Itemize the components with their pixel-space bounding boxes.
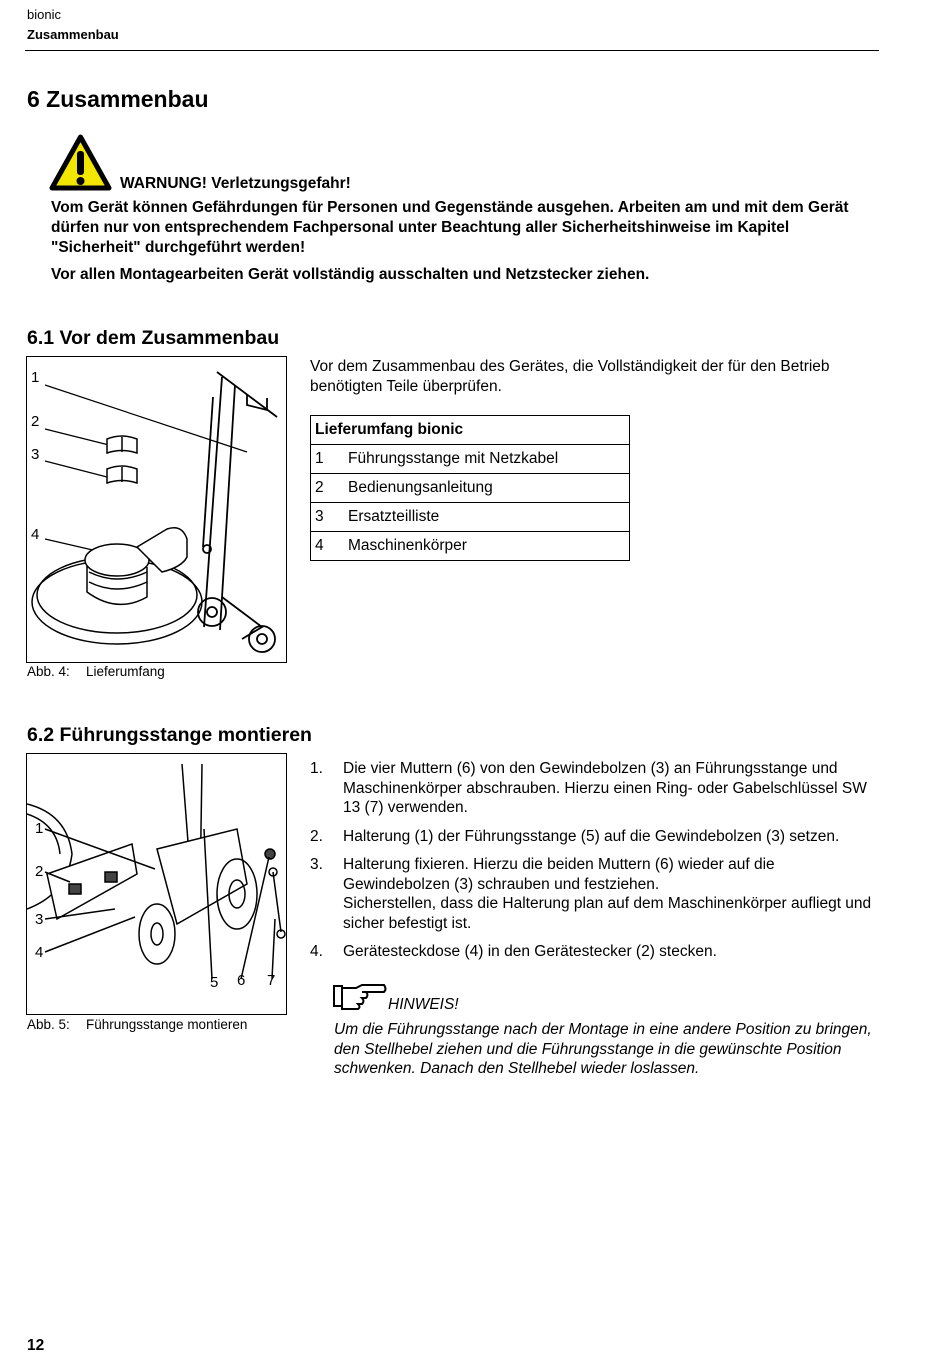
list-item bbox=[310, 942, 885, 962]
callout-1: 1 bbox=[31, 369, 40, 386]
page-number: 12 bbox=[27, 1337, 45, 1354]
header-section: Zusammenbau bbox=[27, 27, 119, 42]
assembly-steps bbox=[310, 759, 885, 971]
callout-3: 3 bbox=[35, 911, 44, 928]
caption-label: Abb. 5: bbox=[27, 1017, 70, 1032]
callout-4: 4 bbox=[31, 526, 40, 543]
callout-6: 6 bbox=[237, 972, 246, 989]
caption-label: Abb. 4: bbox=[27, 664, 70, 679]
mount-handle-illustration bbox=[27, 754, 286, 1014]
step-number: 2. bbox=[310, 827, 323, 845]
table-row bbox=[311, 532, 630, 561]
step-text: Halterung (1) der Führungsstange (5) auf die Gewindebolzen (3) setzen. bbox=[343, 827, 840, 845]
table-header: Lieferumfang bionic bbox=[311, 416, 630, 445]
row-number: 1 bbox=[315, 450, 324, 467]
pointing-hand-icon bbox=[333, 982, 388, 1010]
list-item bbox=[310, 855, 885, 933]
callout-2: 2 bbox=[31, 413, 40, 430]
table-row bbox=[311, 445, 630, 474]
row-text: Ersatzteilliste bbox=[348, 508, 440, 525]
row-text: Maschinenkörper bbox=[348, 537, 467, 554]
warning-triangle-icon bbox=[49, 134, 112, 192]
figure-mount-handle bbox=[26, 753, 287, 1015]
step-text: Gerätesteckdose (4) in den Gerätestecker (2) stecken. bbox=[343, 943, 717, 960]
figure-4-caption bbox=[27, 664, 165, 679]
warning-body: Vom Gerät können Gefährdungen für Personen und Gegenstände ausgehen. Arbeiten am und mit dem Gerät dürfen nur von entsprechendem Fachpersonal unter Beachtung aller Sicherheitshinweise im Kapitel "Sicherheit" durchgeführt werden! bbox=[51, 199, 849, 256]
section-1-title: 6.1 Vor dem Zusammenbau bbox=[27, 327, 280, 349]
step-number: 4. bbox=[310, 943, 323, 960]
header-product: bionic bbox=[27, 7, 61, 22]
callout-5: 5 bbox=[210, 974, 219, 991]
chapter-title: 6 Zusammenbau bbox=[27, 86, 209, 112]
callout-3: 3 bbox=[31, 446, 40, 463]
step-text: Sicherstellen, dass die Halterung plan auf dem Maschinenkörper aufliegt und sicher befestigt ist. bbox=[343, 895, 872, 932]
section-1-intro: Vor dem Zusammenbau des Gerätes, die Vollständigkeit der für den Betrieb benötigten Teile überprüfen. bbox=[310, 358, 830, 395]
list-item bbox=[310, 759, 885, 818]
figure-delivery-scope bbox=[26, 356, 287, 663]
step-number: 1. bbox=[310, 760, 323, 777]
warning-body-2: Vor allen Montagearbeiten Gerät vollständig ausschalten und Netzstecker ziehen. bbox=[51, 266, 650, 283]
step-text: Die vier Muttern (6) von den Gewindebolzen (3) an Führungsstange und Maschinenkörper abschrauben. Hierzu einen Ring- oder Gabelschlüssel SW 13 (7) verwenden. bbox=[343, 760, 867, 816]
warning-title: WARNUNG! Verletzungsgefahr! bbox=[120, 175, 351, 192]
table-row bbox=[311, 503, 630, 532]
row-number: 3 bbox=[315, 508, 324, 525]
caption-text: Führungsstange montieren bbox=[86, 1017, 248, 1032]
section-2-title: 6.2 Führungsstange montieren bbox=[27, 724, 312, 746]
callout-2: 2 bbox=[35, 863, 44, 880]
hint-text: Um die Führungsstange nach der Montage in eine andere Position zu bringen, den Stellhebel ziehen und die Führungsstange in die gewünschte Position schwenken. Danach den Stellhebel wieder loslassen. bbox=[334, 1021, 872, 1077]
step-text: Halterung fixieren. Hierzu die beiden Muttern (6) wieder auf die Gewindebolzen (3) schrauben und festziehen. bbox=[343, 856, 775, 893]
delivery-scope-table bbox=[310, 415, 630, 561]
callout-7: 7 bbox=[267, 972, 276, 989]
callout-1: 1 bbox=[35, 820, 44, 837]
delivery-scope-illustration bbox=[27, 357, 286, 662]
list-item bbox=[310, 827, 885, 847]
caption-text: Lieferumfang bbox=[86, 664, 165, 679]
table-header-row bbox=[311, 416, 630, 445]
row-number: 2 bbox=[315, 479, 324, 496]
row-number: 4 bbox=[315, 537, 324, 554]
row-text: Bedienungsanleitung bbox=[348, 479, 493, 496]
figure-5-caption bbox=[27, 1017, 247, 1032]
hint-title: HINWEIS! bbox=[388, 996, 459, 1013]
row-text: Führungsstange mit Netzkabel bbox=[348, 450, 559, 467]
table-row bbox=[311, 474, 630, 503]
header-divider bbox=[25, 50, 879, 51]
callout-4: 4 bbox=[35, 944, 44, 961]
step-number: 3. bbox=[310, 856, 323, 873]
